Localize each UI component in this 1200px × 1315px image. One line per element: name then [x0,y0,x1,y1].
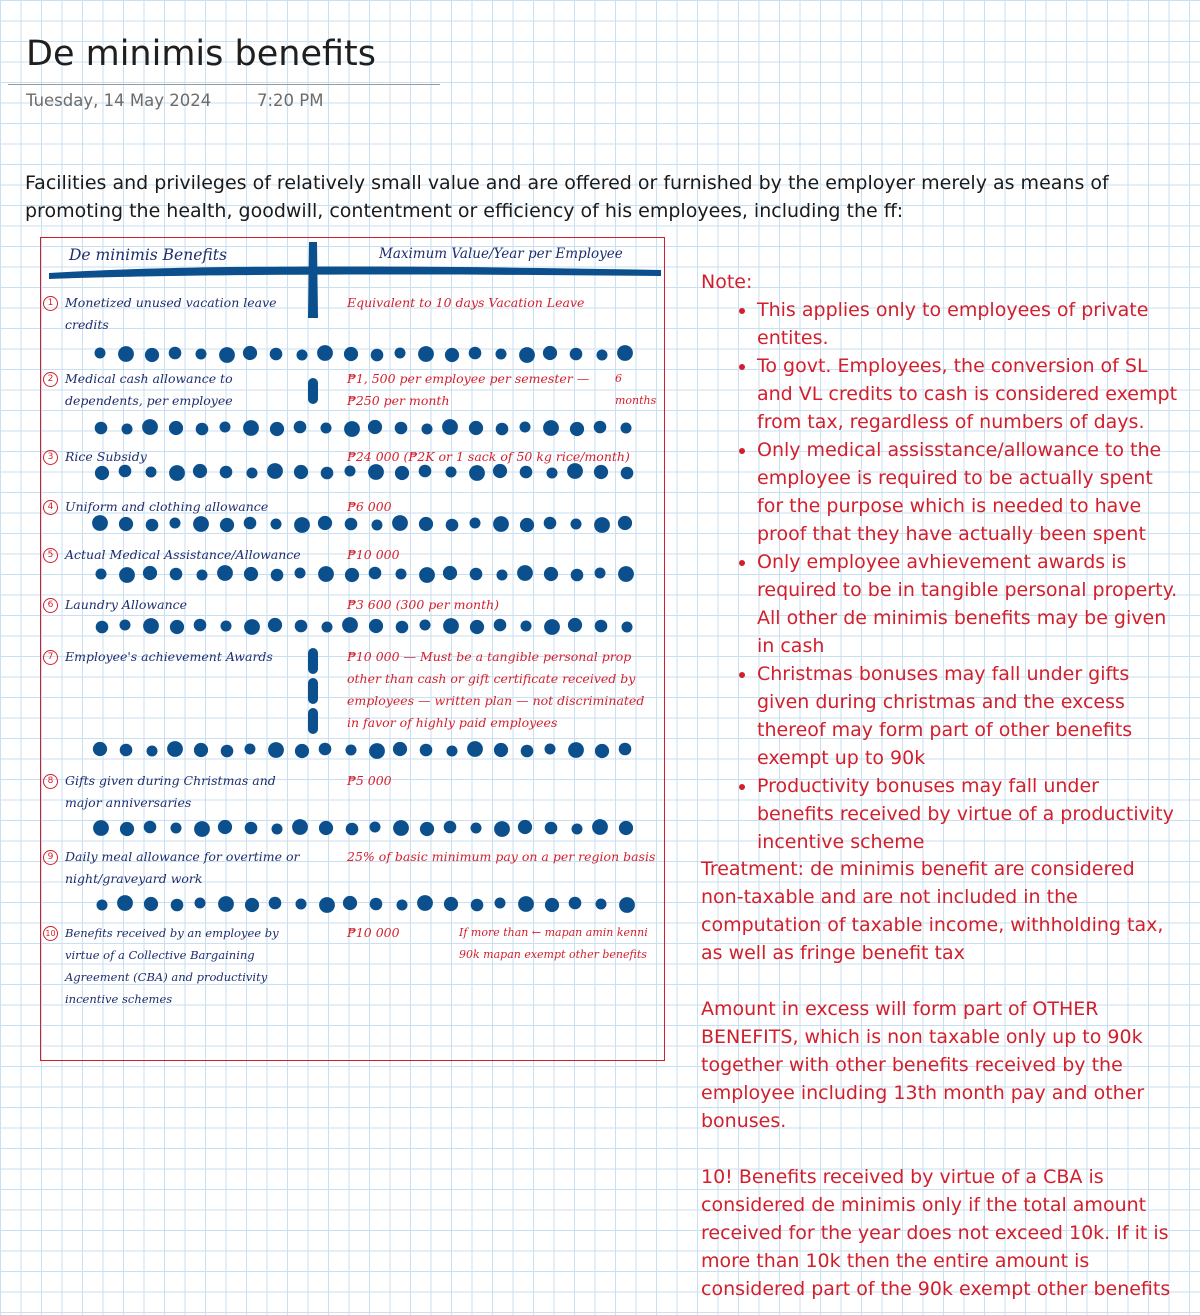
notes-list [701,296,1181,856]
separator-dot [95,348,106,359]
separator-dot [294,517,310,533]
row-value: ₱10 000 [347,925,400,940]
treatment-paragraph: Treatment: de minimis benefit are considered non-taxable and are not included in the computation of taxable income, withholding tax, as well as fringe benefit tax [701,858,1164,964]
separator-dot [420,620,431,631]
page-date: Tuesday, 14 May 2024 [26,91,212,110]
separator-dot [422,424,433,435]
column-divider [308,242,318,318]
note-item: • Only medical assisstance/allowance to the employee is required to be actually spent for the purpose which is needed to have proof that they have actually been spent [757,436,1181,548]
separator-dot [292,819,308,835]
header-max-value: Maximum Value/Year per Employee [379,246,623,262]
separator-dot [344,421,360,437]
excess-paragraph: Amount in excess will form part of OTHER BENEFITS, which is non taxable only up to 90k together with other benefits received by the employee including 13th month pay and other bonuses. [701,998,1145,1132]
separator-dot [568,742,584,758]
separator-dot [445,348,459,362]
separator-dot [96,621,109,634]
separator-dot [420,822,434,836]
column-divider-segment [308,708,318,734]
separator-dot [443,618,459,634]
separator-dot [194,743,208,757]
separator-dot [597,350,608,361]
separator-dot [617,345,633,361]
separator-dot [271,519,282,530]
separator-dot [396,621,409,634]
separator-dot [543,420,559,436]
separator-dot [243,420,259,436]
row-number-badge: 9 [43,850,58,865]
separator-dot [294,421,307,434]
row-benefit: Daily meal allowance for overtime or night/graveyard work [65,849,300,886]
separator-dot [219,347,235,363]
separator-dot [543,346,557,360]
separator-dot [544,517,557,530]
row-benefit: Laundry Allowance [65,597,188,612]
separator-dot [469,421,483,435]
separator-dot [196,349,207,360]
separator-dot [321,423,332,434]
separator-dot [469,347,482,360]
separator-dot [218,896,234,912]
separator-dot [295,744,309,758]
separator-dot [595,568,606,579]
separator-dot [195,898,206,909]
note-item: • Productivity bonuses may fall under benefits received by virtue of a productivity incentive scheme [757,772,1181,856]
row-value: ₱10 000 [347,547,400,562]
separator-dot [296,899,307,910]
separator-dot [220,518,234,532]
separator-dot [297,350,308,361]
separator-dot [571,569,584,582]
separator-dot [517,565,533,581]
row-number-badge: 7 [43,650,58,665]
separator-dot [618,516,632,530]
separator-dot [494,743,508,757]
separator-dot [97,900,108,911]
separator-dot [268,742,284,758]
note-item: • To govt. Employees, the conversion of SL and VL credits to cash is considered exempt from tax, regardless of numbers of days. [757,352,1181,436]
separator-dot [419,517,433,531]
separator-dot [393,820,409,836]
separator-dot [321,467,334,480]
separator-dot [470,620,484,634]
separator-dot [118,346,134,362]
separator-dot [471,823,482,834]
separator-dot [93,742,107,756]
separator-dot [370,822,381,833]
separator-dot [420,744,433,757]
separator-dot [243,346,257,360]
separator-dot [122,424,133,435]
note-item: • Christmas bonuses may fall under gifts given during christmas and the excess thereof may form part of other benefits exempt up to 90k [757,660,1181,772]
separator-dot [142,419,158,435]
separator-dot [592,819,608,835]
separator-dot [470,518,481,529]
separator-dot [319,897,335,913]
separator-dot [194,821,210,837]
separator-dot [245,744,256,755]
separator-dot [595,620,608,633]
title-underline [8,84,440,85]
separator-dot [545,822,558,835]
separator-dot [244,567,258,581]
separator-dot [170,620,184,634]
header-benefits: De minimis Benefits [69,246,227,264]
separator-dot [247,468,258,479]
row-value: ₱1, 500 per employee per semester — ₱250 per month [347,371,590,408]
separator-dot [520,518,534,532]
row-value: ₱24 000 (₱2K or 1 sack of 50 kg rice/month) [347,449,630,464]
separator-dot [217,565,233,581]
separator-dot [443,566,457,580]
separator-dot [244,517,257,530]
separator-dot [395,422,408,435]
separator-dot [319,743,332,756]
separator-dot [622,622,633,633]
separator-dot [346,823,359,836]
row-number-badge: 3 [43,450,58,465]
separator-dot [520,422,531,433]
separator-dot [568,618,582,632]
notes-heading: Note: [701,271,753,293]
row-number-badge: 2 [43,372,58,387]
row-number-badge: 10 [43,926,58,941]
row-value: ₱5 000 [347,773,392,788]
handwritten-table [40,237,665,1061]
separator-dot [147,746,158,757]
separator-dot [119,517,133,531]
row-number-badge: 6 [43,598,58,613]
separator-dot [167,741,183,757]
separator-dot [544,619,560,635]
separator-dot [396,569,407,580]
column-divider-segment [308,378,318,404]
separator-dot [95,422,108,435]
separator-dot [169,421,183,435]
page-time: 7:20 PM [257,91,324,110]
separator-dot [395,348,406,359]
note-item: • This applies only to employees of private entites. [757,296,1181,352]
separator-dot [120,822,134,836]
separator-dot [196,423,209,436]
separator-dot [619,743,632,756]
separator-dot [418,346,434,362]
separator-dot [193,516,209,532]
separator-dot [371,349,384,362]
row-value: 25% of basic minimum pay on a per region basis [347,849,656,864]
separator-dot [245,822,258,835]
row-benefit: Gifts given during Christmas and major anniversaries [65,773,276,810]
separator-dot [519,347,535,363]
separator-dot [467,741,483,757]
separator-dot [572,824,583,835]
separator-dot [322,622,333,633]
separator-dot [571,519,582,530]
separator-dot [93,820,109,836]
separator-dot [494,821,510,837]
separator-dot [470,568,483,581]
separator-dot [397,900,408,911]
intro-paragraph: Facilities and privileges of relatively small value and are offered or furnished by the employer merely as means of promoting the health, goodwill, contentment or efficiency of his employees, including the ff: [25,172,1109,222]
separator-dot [447,746,458,757]
separator-dot [547,468,558,479]
separator-dot [119,567,135,583]
separator-dot [369,567,382,580]
row-benefit: Monetized unused vacation leave credits [65,295,277,332]
separator-dot [218,820,232,834]
separator-dot [146,519,159,532]
separator-dot [618,566,634,582]
separator-dot [221,745,234,758]
separator-dot [518,896,534,912]
separator-dot [96,569,107,580]
cba-paragraph: 10! Benefits received by virtue of a CBA is considered de minimis only if the total amount received for the year does not exceed 10k. If it is more than 10k then the entire amount is considered part of the 90k exempt other benefits [701,1166,1171,1300]
separator-dot [493,516,509,532]
separator-dot [393,742,407,756]
row-benefit: Actual Medical Assistance/Allowance [65,547,301,562]
separator-dot [342,617,358,633]
separator-dot [346,745,357,756]
separator-dot [317,345,333,361]
separator-dot [442,419,458,435]
separator-dot [521,745,534,758]
separator-dot [120,620,131,631]
separator-dot [143,566,157,580]
separator-dot [117,895,133,911]
separator-dot [621,423,632,434]
separator-dot [619,821,633,835]
separator-dot [171,823,182,834]
row-value: ₱6 000 [347,499,392,514]
separator-dot [444,821,457,834]
row-value: ₱10 000 — Must be a tangible personal prop other than cash or gift certificate received by employees — written plan — not discriminated in favor of highly paid employees [347,649,645,730]
row-number-badge: 4 [43,500,58,515]
separator-dot [569,897,582,910]
separator-dot [295,620,308,633]
separator-dot [369,743,385,759]
separator-dot [245,898,259,912]
notes-section [701,268,1181,856]
separator-dot [621,467,634,480]
note-item: • Only employee avhievement awards is required to be in tangible personal property. All other de minimis benefits may be given in cash [757,548,1181,660]
separator-dot [220,422,231,433]
page-title: De minimis benefits [26,34,376,74]
separator-dot [544,567,558,581]
separator-dot [594,517,610,533]
row-benefit: Medical cash allowance to dependents, per employee [65,371,233,408]
separator-dot [368,420,382,434]
separator-dot [271,569,284,582]
row-value: ₱3 600 (300 per month) [347,597,500,612]
separator-dot [497,570,508,581]
separator-dot [319,821,333,835]
row-benefit: Employee's achievement Awards [65,649,273,664]
separator-dot [369,619,383,633]
separator-dot [570,348,583,361]
separator-dot [345,568,359,582]
column-divider-segment [308,648,318,674]
separator-dot [318,516,332,530]
separator-dot [494,619,507,632]
separator-dot [170,518,181,529]
row-number-badge: 8 [43,774,58,789]
separator-dot [419,567,435,583]
separator-dot [270,348,283,361]
separator-dot [446,467,457,478]
separator-dot [318,566,334,582]
separator-dot [345,518,358,531]
separator-dot [272,824,283,835]
separator-dot [194,619,207,632]
separator-dot [518,820,532,834]
separator-dot [170,568,183,581]
separator-dot [95,466,109,480]
separator-dot [395,466,409,480]
row-benefit: Rice Subsidy [65,449,147,464]
separator-dot [171,899,184,912]
separator-dot [444,897,458,911]
separator-dot [619,897,635,913]
separator-dot [270,422,284,436]
separator-dot [471,899,484,912]
separator-dot [268,618,282,632]
separator-dot [595,744,609,758]
separator-dot [269,897,282,910]
column-divider-segment [308,678,318,704]
separator-dot [495,898,506,909]
separator-dot [145,348,159,362]
row-extra-note: 6 months [615,372,657,407]
separator-dot [496,423,509,436]
row-benefit: Benefits received by an employee by virtue of a Collective Bargaining Agreement (CBA) and productivity incentive schemes [65,926,279,1006]
separator-dot [143,618,159,634]
separator-dot [343,896,357,910]
separator-dot [370,898,383,911]
separator-dot [146,467,157,478]
separator-dot [446,519,459,532]
separator-dot [344,347,358,361]
row-extra-note: If more than ← mapan amin kenni 90k mapan exempt other benefits [459,926,648,961]
row-number-badge: 5 [43,548,58,563]
separator-dot [496,349,507,360]
separator-dot [545,898,559,912]
separator-dot [169,347,182,360]
separator-dot [545,744,556,755]
separator-dot [570,422,584,436]
row-number-badge: 1 [43,296,58,311]
row-value: Equivalent to 10 days Vacation Leave [347,295,585,310]
separator-dot [521,621,532,632]
separator-dot [594,421,607,434]
separator-dot [197,570,208,581]
separator-dot [244,619,260,635]
row-benefit: Uniform and clothing allowance [65,499,269,514]
separator-dot [417,895,433,911]
separator-dot [596,899,607,910]
separator-dot [295,568,306,579]
separator-dot [144,821,157,834]
separator-dot [221,621,232,632]
separator-dot [144,897,158,911]
separator-dot [120,744,133,757]
separator-dot [372,520,383,531]
